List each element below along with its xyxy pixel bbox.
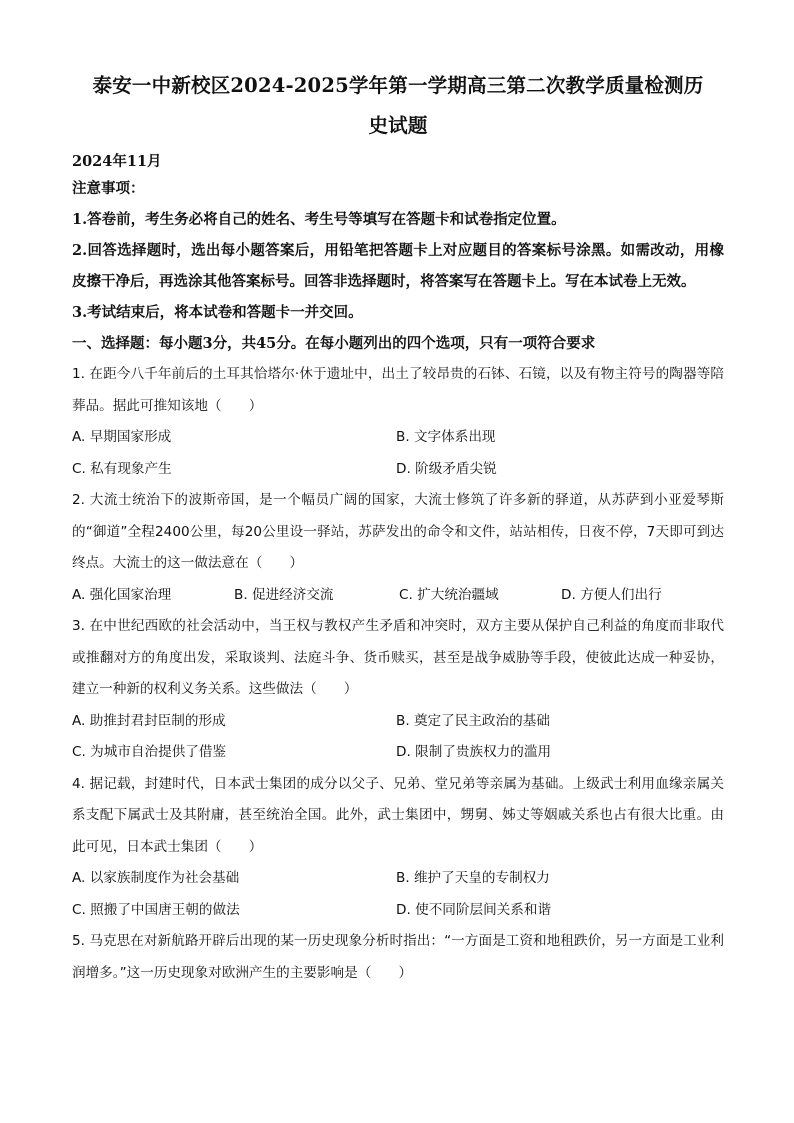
option-a: A. 以家族制度作为社会基础 [72,870,240,886]
exam-title-line2: 史试题 [368,114,428,137]
question-stem: 5. 马克思在对新航路开辟后出现的某一历史现象分析时指出：“一方面是工资和地租跌价，另一方面是工业利润增多。”这一历史现象对欧洲产生的主要影响是（ ） [72,933,724,981]
question-stem: 3. 在中世纪西欧的社会活动中，当王权与教权产生矛盾和冲突时，双方主要从保护自己利益的角度而非取代或推翻对方的角度出发，采取谈判、法庭斗争、货币赎买，甚至是战争威胁等手段，使彼此达成一种妥协，建立一种新的权利义务关系。这些做法（ ） [72,618,724,697]
option-a: A. 助推封君封臣制的形成 [72,712,226,729]
question-options [72,863,724,926]
question-3 [72,611,724,769]
question-4 [72,769,724,927]
question-2 [72,485,724,611]
option-a: A. 早期国家形成 [72,429,172,445]
question-options [72,706,724,769]
option-b: B. 文字体系出现 [396,429,496,445]
question-stem: 4. 据记载，封建时代，日本武士集团的成分以父子、兄弟、堂兄弟等亲属为基础。上级武士利用血缘亲属关系支配下属武士及其附庸，甚至统治全国。此外，武士集团中，甥舅、姊丈等姻戚关系也占有很大比重。由此可见，日本武士集团（ ） [72,775,724,855]
notice-item: 3.考试结束后，将本试卷和答题卡一并交回。 [72,304,363,321]
question-options [72,580,724,612]
option-b: B. 促进经济交流 [234,586,334,603]
option-d: D. 方便人们出行 [561,586,662,603]
option-d: D. 阶级矛盾尖锐 [396,460,497,477]
option-c: C. 为城市自治提供了借鉴 [72,744,227,760]
question-1 [72,359,724,485]
question-stem: 1. 在距今八千年前后的土耳其恰塔尔·休于遗址中，出土了较昂贵的石钵、石镜，以及有物主符号的陶器等陪葬品。据此可推知该地（ ） [72,366,724,414]
option-c: C. 私有现象产生 [72,460,172,477]
question-options [72,422,724,485]
option-a: A. 强化国家治理 [72,586,172,603]
notice-heading: 注意事项： [72,180,145,197]
option-c: C. 扩大统治疆域 [399,586,499,603]
option-b: B. 维护了天皇的专制权力 [396,870,550,886]
question-stem: 2. 大流士统治下的波斯帝国，是一个幅员广阔的国家，大流士修筑了许多新的驿道，从苏萨到小亚爱琴斯的“御道”全程2400公里，每20公里设一驿站，苏萨发出的命令和文件，站站相传，日夜不停，7天即可到达终点。大流士的这一做法意在（ ） [72,492,724,571]
notice-item: 2.回答选择题时，选出每小题答案后，用铅笔把答题卡上对应题目的答案标号涂黑。如需改动，用橡皮擦干净后，再选涂其他答案标号。回答非选择题时，将答案写在答题卡上。写在本试卷上无效。 [72,242,724,290]
notice-item: 1.答卷前，考生务必将自己的姓名、考生号等填写在答题卡和试卷指定位置。 [72,211,566,228]
exam-title-line1: 泰安一中新校区2024-2025学年第一学期高三第二次教学质量检测历 [92,74,704,97]
exam-date: 2024年11月 [72,153,162,170]
option-c: C. 照搬了中国唐王朝的做法 [72,901,240,918]
option-d: D. 使不同阶层间关系和谐 [396,901,552,918]
question-5 [72,926,724,989]
exam-page [72,66,724,989]
option-b: B. 奠定了民主政治的基础 [396,712,550,729]
section-heading: 一、选择题：每小题3分，共45分。在每小题列出的四个选项，只有一项符合要求 [72,335,596,352]
option-d: D. 限制了贵族权力的滥用 [396,744,552,760]
